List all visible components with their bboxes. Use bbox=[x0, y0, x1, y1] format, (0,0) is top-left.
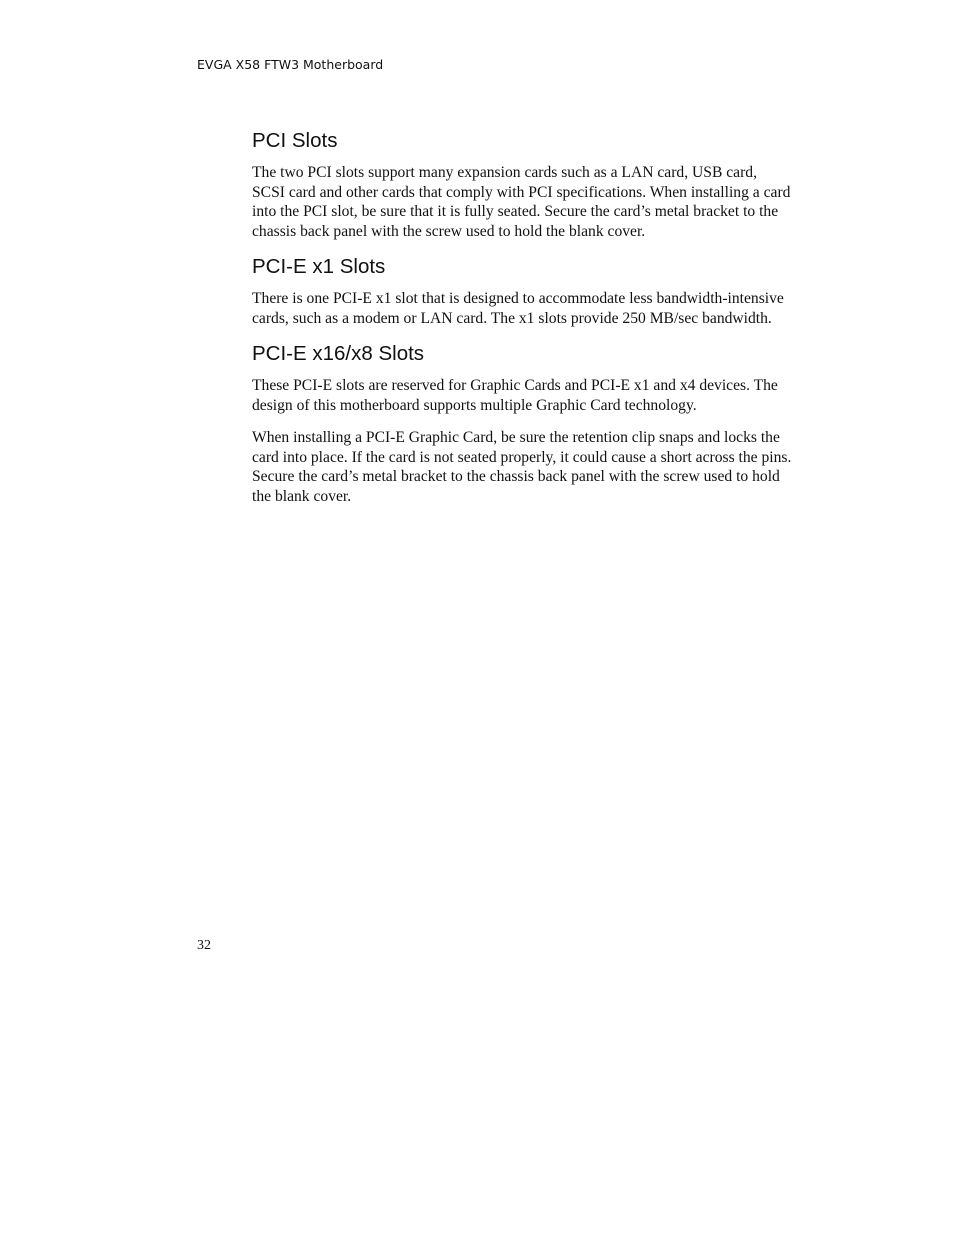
section-paragraph: The two PCI slots support many expansion cards such as a LAN card, USB card, SCSI card and other cards that comply with PCI specifications. When installing a card into the PCI slot, be sure that it is fully seated. Secure the card’s metal bracket to the chassis back panel with the screw used to hold the blank cover. bbox=[252, 164, 791, 240]
section-title: PCI Slots bbox=[252, 129, 338, 152]
document-body bbox=[252, 128, 792, 519]
section-paragraph: There is one PCI-E x1 slot that is designed to accommodate less bandwidth-intensive cards, such as a modem or LAN card. The x1 slots provide 250 MB/sec bandwidth. bbox=[252, 290, 784, 327]
section-paragraph: These PCI-E slots are reserved for Graphic Cards and PCI-E x1 and x4 devices. The design of this motherboard supports multiple Graphic Card technology. bbox=[252, 377, 778, 414]
section-title: PCI-E x1 Slots bbox=[252, 255, 386, 278]
section-paragraph: When installing a PCI-E Graphic Card, be sure the retention clip snaps and locks the card into place. If the card is not seated properly, it could cause a short across the pins. Secure the card’s metal bracket to the chassis back panel with the screw used to hold the blank cover. bbox=[252, 429, 792, 505]
section-pci-slots bbox=[252, 128, 792, 241]
section-pcie-x16-x8-slots bbox=[252, 341, 792, 506]
page-number: 32 bbox=[197, 938, 211, 953]
running-header: EVGA X58 FTW3 Motherboard bbox=[197, 57, 384, 72]
section-pcie-x1-slots bbox=[252, 254, 792, 328]
section-title: PCI-E x16/x8 Slots bbox=[252, 342, 425, 365]
